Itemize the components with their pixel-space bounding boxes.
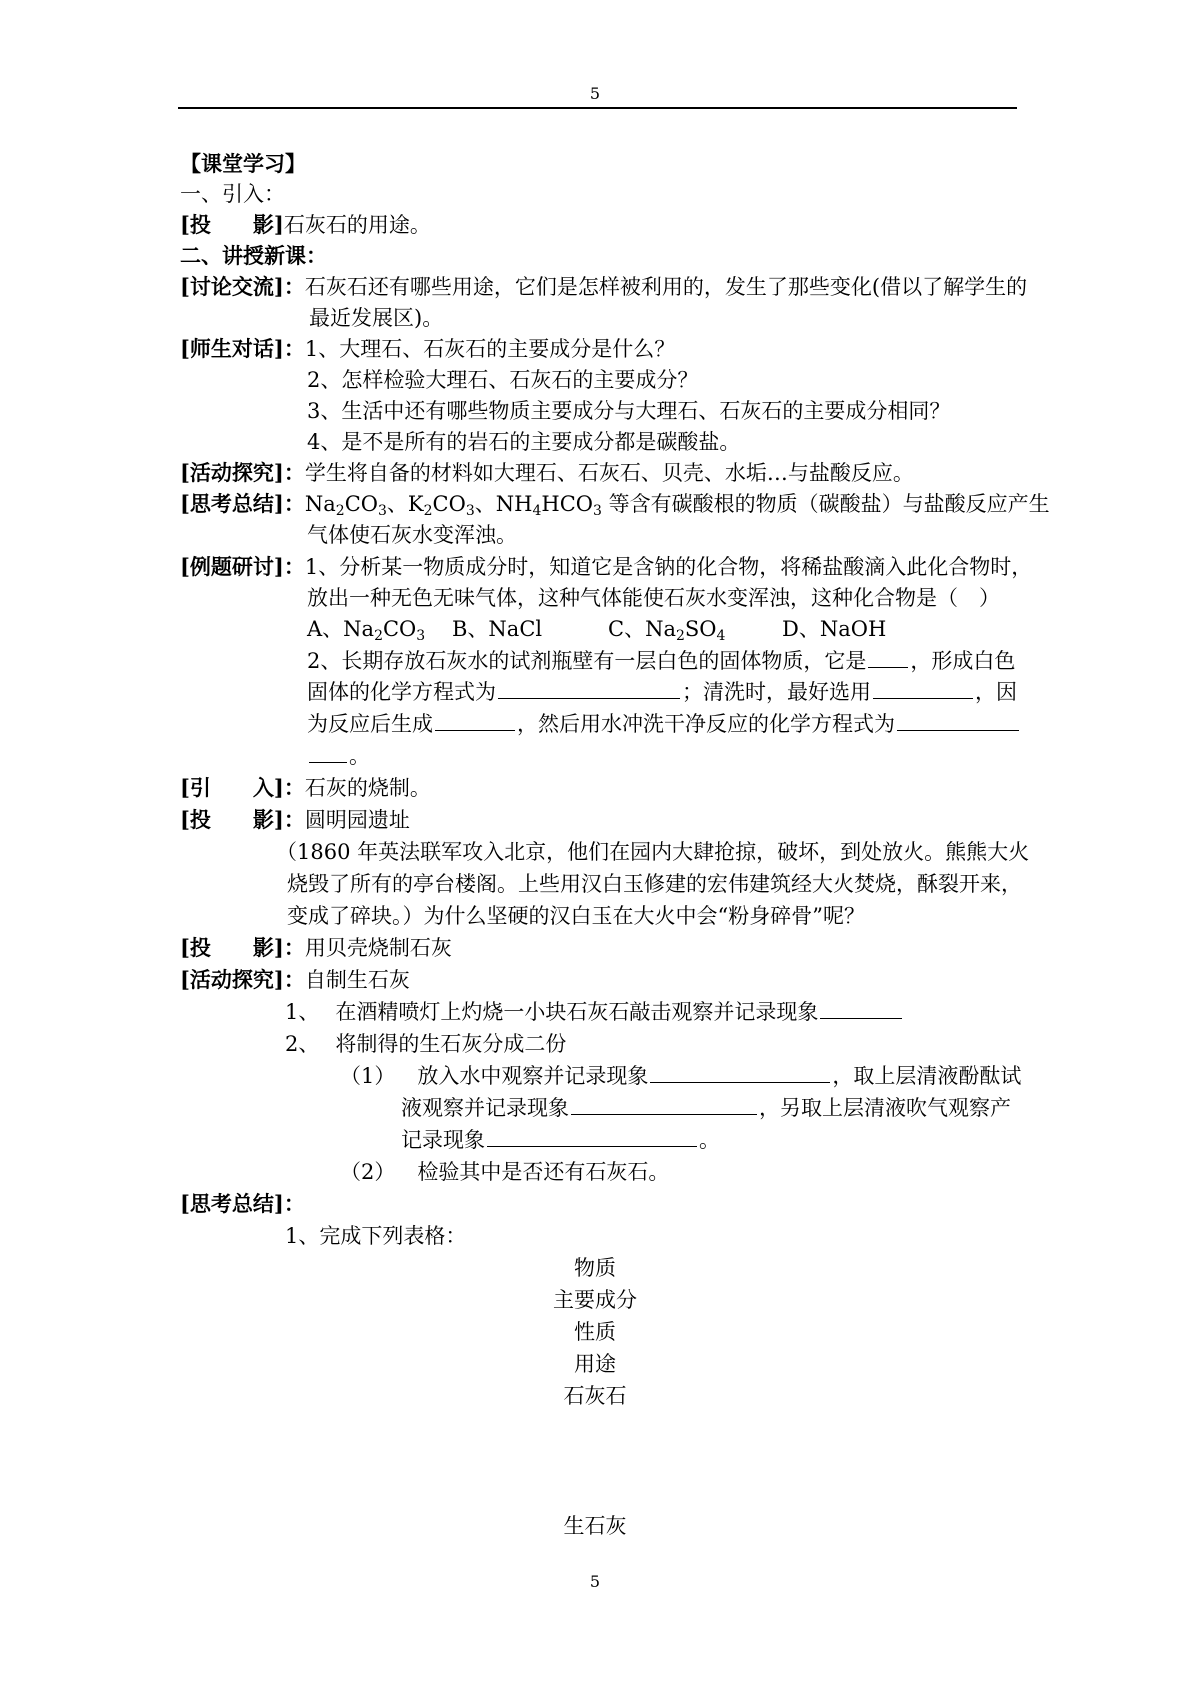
- example2-line-1: 2、长期存放石灰水的试剂瓶壁有一层白色的固体物质，它是 ，形成白色: [307, 649, 1016, 673]
- answer-blank-8[interactable]: [650, 1062, 830, 1083]
- answer-blank-9[interactable]: [571, 1094, 757, 1115]
- activity2-line: [180, 966, 410, 994]
- dialogue-line-1: [180, 335, 675, 363]
- option-c: C、$Na_2SO_4$: [608, 617, 726, 644]
- table-header-composition: 主要成分: [553, 1288, 637, 1312]
- tag-projection: [投 影]: [180, 212, 284, 237]
- answer-blank-2[interactable]: [498, 678, 680, 699]
- summary-text-2: 气体使石灰水变浑浊。: [307, 523, 517, 547]
- answer-blank-6[interactable]: [309, 742, 347, 763]
- sub-step-1-line-3: 记录现象 。: [401, 1128, 720, 1152]
- summary2-item: 1、完成下列表格：: [285, 1224, 467, 1248]
- tag-summary: [思考总结]：: [180, 491, 305, 516]
- story-line-2: 烧毁了所有的亭台楼阁。上些用汉白玉修建的宏伟建筑经大火焚烧，酥裂开来，: [287, 872, 1022, 896]
- answer-blank-4[interactable]: [435, 710, 515, 731]
- projection-line: [180, 211, 431, 239]
- tag-projection2: [投 影]：: [180, 807, 305, 832]
- tag-projection3: [投 影]：: [180, 935, 305, 960]
- story-line-1: （1860 年英法联军攻入北京，他们在园内大肆抢掠，破坏，到处放火。熊熊大火: [276, 840, 1030, 864]
- example-line-1: [180, 553, 1032, 581]
- option-a: A、$Na_2CO_3$: [307, 617, 426, 644]
- tag-dialogue: [师生对话]：: [180, 336, 305, 361]
- sub-step-1-line-2: 液观察并记录现象 ，另取上层清液吹气观察产: [401, 1096, 1011, 1120]
- table-row-limestone: 石灰石: [563, 1384, 627, 1408]
- sub-step-2: （2） 检验其中是否还有石灰石。: [340, 1160, 670, 1184]
- tag-summary2: [思考总结]：: [180, 1191, 305, 1216]
- projection3-text: 用贝壳烧制石灰: [304, 936, 452, 960]
- tag-example: [例题研讨]：: [180, 554, 305, 579]
- example2-line-3: 为反应后生成 ，然后用水冲洗干净反应的化学方程式为: [307, 710, 1021, 738]
- dialogue-q4: 4、是不是所有的岩石的主要成分都是碳酸盐。: [307, 430, 741, 454]
- table-row-quicklime: 生石灰: [563, 1514, 627, 1538]
- section-new-lesson-title: 二、讲授新课：: [180, 243, 327, 268]
- table-header-substance: 物质: [574, 1256, 616, 1280]
- activity-step-1: 1、 在酒精喷灯上灼烧一小块石灰石敲击观察并记录现象: [285, 998, 904, 1026]
- tag-activity: [活动探究]：: [180, 460, 305, 485]
- activity2-text: 自制生石灰: [304, 968, 410, 992]
- answer-blank-1[interactable]: [868, 647, 908, 668]
- projection2-line: [180, 806, 410, 834]
- tag-intro2: [引 入]：: [180, 775, 305, 800]
- activity-step-2: 2、 将制得的生石灰分成二份: [285, 1032, 567, 1056]
- activity-text-1: 学生将自备的材料如大理石、石灰石、贝壳、水垢…与盐酸反应。: [304, 461, 914, 485]
- tag-activity2: [活动探究]：: [180, 967, 305, 992]
- header-divider: [178, 107, 1017, 109]
- summary-line-1: [思考总结]：$Na_2CO_3$、$K_2CO_3$、$NH_4HCO_3$ 等含有碳酸根的物质（碳酸盐）与盐酸反应产生: [180, 491, 1050, 519]
- formula-na2co3: $Na_2CO_3$: [304, 492, 387, 519]
- formula-k2co3: $K_2CO_3$: [407, 492, 475, 519]
- story-line-3: 变成了碎块。）为什么坚硬的汉白玉在大火中会“粉身碎骨”呢？: [287, 904, 865, 928]
- table-header-usage: 用途: [574, 1352, 616, 1376]
- example2-line-2: 固体的化学方程式为 ；清洗时，最好选用 ，因: [307, 680, 1017, 704]
- example1-text-2: 放出一种无色无味气体，这种气体能使石灰水变浑浊，这种化合物是（ ）: [307, 586, 1000, 610]
- answer-blank-3[interactable]: [873, 678, 973, 699]
- discussion-text-2: 最近发展区)。: [309, 306, 444, 330]
- discussion-text-1: 石灰石还有哪些用途，它们是怎样被利用的，发生了那些变化(借以了解学生的: [304, 275, 1028, 299]
- table-header-property: 性质: [574, 1320, 616, 1344]
- projection3-line: [180, 934, 452, 962]
- option-b: B、NaCl: [452, 617, 543, 641]
- answer-blank-7[interactable]: [820, 998, 902, 1019]
- option-d: D、NaOH: [782, 617, 887, 641]
- dialogue-q2: 2、怎样检验大理石、石灰石的主要成分？: [307, 368, 699, 392]
- example2-line-4: 。: [307, 742, 370, 770]
- tag-discussion: [讨论交流]：: [180, 274, 305, 299]
- answer-blank-5[interactable]: [897, 710, 1019, 731]
- section-intro-title: 一、引入：: [180, 182, 285, 206]
- dialogue-q1: 1、大理石、石灰石的主要成分是什么？: [304, 337, 676, 361]
- section-title: 【课堂学习】: [180, 151, 306, 176]
- page-number-top: 5: [589, 84, 601, 103]
- dialogue-q3: 3、生活中还有哪些物质主要成分与大理石、石灰石的主要成分相同？: [307, 399, 951, 423]
- formula-nh4hco3: $NH_4HCO_3$: [495, 492, 602, 519]
- activity-line-1: [180, 459, 914, 487]
- page-number-bottom: 5: [589, 1572, 601, 1591]
- intro2-line: [180, 774, 431, 802]
- answer-blank-10[interactable]: [487, 1126, 697, 1147]
- sub-step-1-line-1: （1） 放入水中观察并记录现象 ，取上层清液酚酞试: [340, 1064, 1022, 1088]
- summary-text-1: 等含有碳酸根的物质（碳酸盐）与盐酸反应产生: [608, 492, 1050, 516]
- projection2-text: 圆明园遗址: [304, 808, 410, 832]
- intro-text: 石灰石的用途。: [283, 213, 431, 237]
- example1-text-1: 1、分析某一物质成分时，知道它是含钠的化合物，将稀盐酸滴入此化合物时，: [304, 555, 1033, 579]
- intro2-text: 石灰的烧制。: [304, 776, 431, 800]
- discussion-line-1: [180, 273, 1027, 301]
